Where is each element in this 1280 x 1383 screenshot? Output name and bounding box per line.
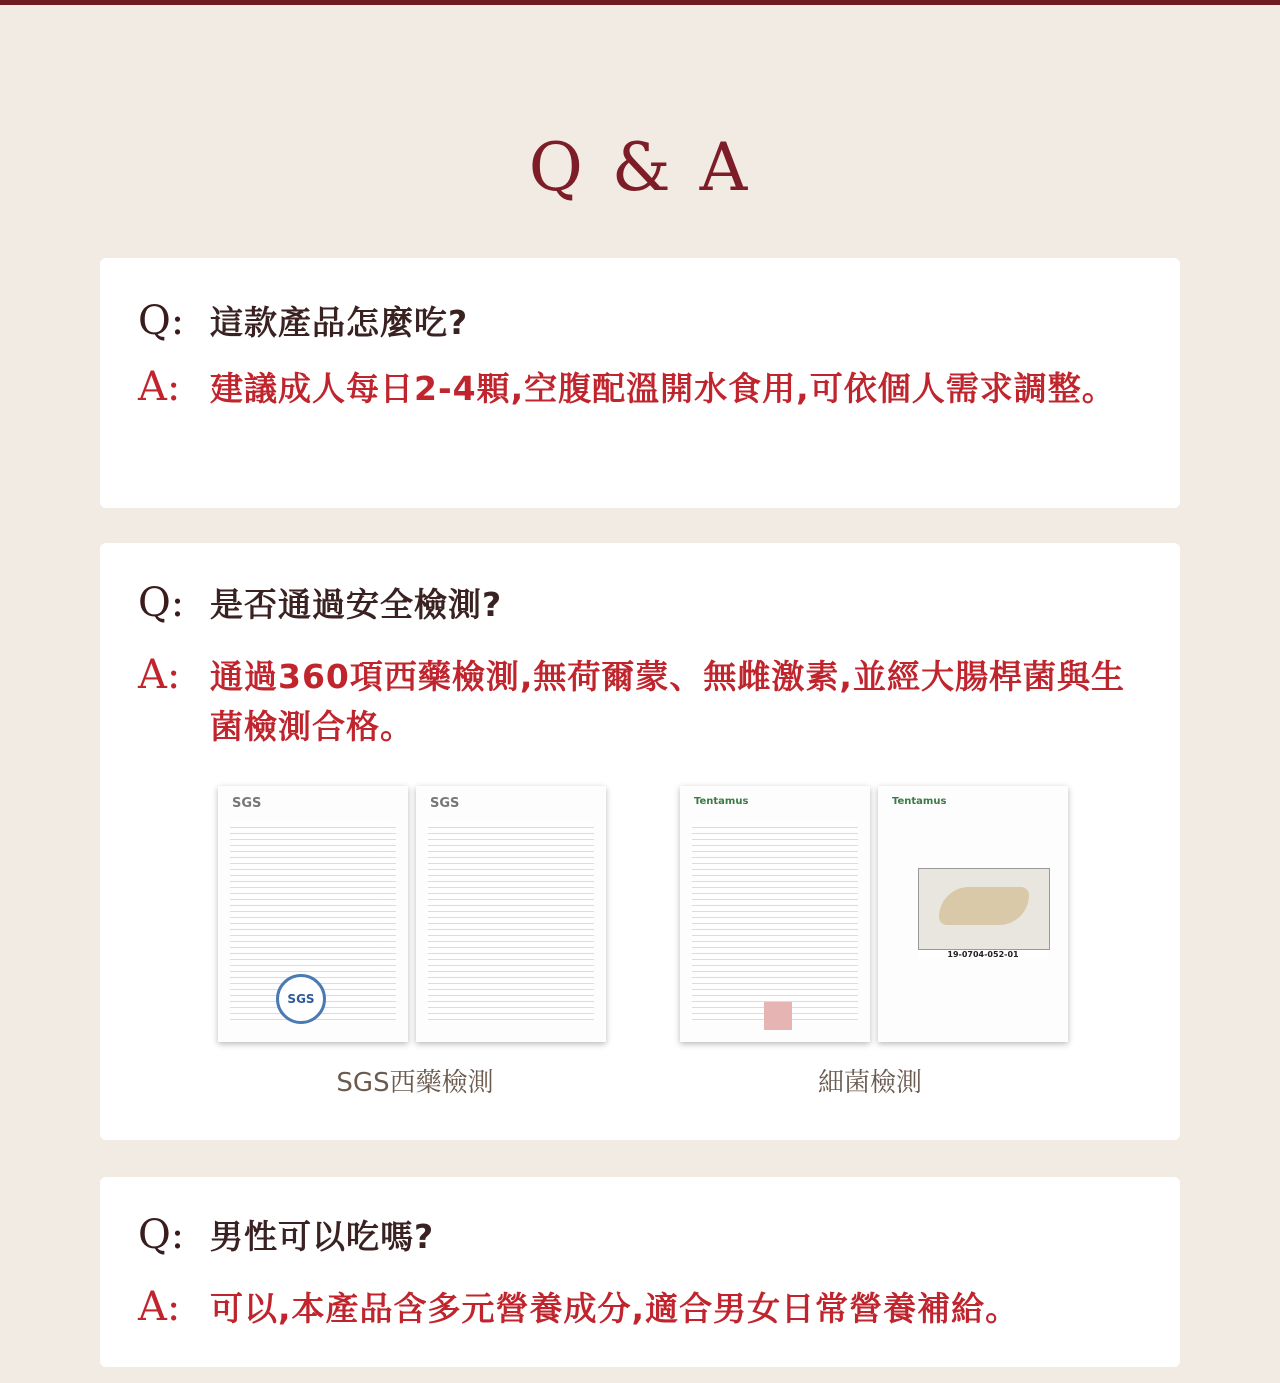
question-text: 男性可以吃嗎? — [210, 1217, 435, 1256]
bacteria-caption: 細菌檢測 — [817, 1068, 922, 1098]
answer-prefix: A: — [138, 1284, 181, 1330]
answer-text: 建議成人每日2-4顆,空腹配溫開水食用,可依個人需求調整。 — [210, 369, 1116, 408]
tentamus-report-page-1 — [680, 786, 870, 1042]
tentamus-report-page-2 — [878, 786, 1068, 1042]
answer-row — [138, 650, 1130, 752]
question-row — [138, 1210, 434, 1262]
question-text: 這款產品怎麼吃? — [210, 303, 469, 342]
question-prefix: Q: — [138, 298, 185, 344]
tentamus-logo: Tentamus — [892, 796, 947, 807]
answer-text: 可以,本產品含多元營養成分,適合男女日常營養補給。 — [210, 1289, 1020, 1328]
question-prefix: Q: — [138, 1212, 185, 1258]
sgs-logo: SGS — [430, 796, 460, 811]
answer-prefix: A: — [138, 364, 181, 410]
sgs-stamp: SGS — [276, 974, 326, 1024]
page-title: Q & A — [528, 129, 752, 206]
question-row — [138, 578, 502, 630]
answer-row — [138, 1282, 1130, 1334]
faq-card-1 — [100, 258, 1180, 508]
question-text: 是否通過安全檢測? — [210, 585, 503, 624]
sgs-report-page-1 — [218, 786, 408, 1042]
top-accent-bar — [0, 0, 1280, 5]
sample-photo — [918, 868, 1050, 950]
sgs-certificate-images — [218, 786, 606, 1042]
question-prefix: Q: — [138, 580, 185, 626]
faq-card-2 — [100, 543, 1180, 1140]
bacteria-certificate-images — [680, 786, 1068, 1042]
tentamus-logo: Tentamus — [694, 796, 749, 807]
sgs-report-page-2 — [416, 786, 606, 1042]
answer-text: 通過360項西藥檢測,無荷爾蒙、無雌激素,並經大腸桿菌與生菌檢測合格。 — [210, 657, 1125, 746]
faq-card-3 — [100, 1177, 1180, 1367]
sample-id: 19-0704-052-01 — [918, 950, 1048, 959]
question-row — [138, 296, 468, 348]
sgs-logo: SGS — [232, 796, 262, 811]
answer-prefix: A: — [138, 652, 181, 698]
red-seal — [764, 1002, 792, 1030]
answer-row — [138, 362, 1130, 414]
sgs-caption: SGS西藥檢測 — [336, 1068, 494, 1098]
